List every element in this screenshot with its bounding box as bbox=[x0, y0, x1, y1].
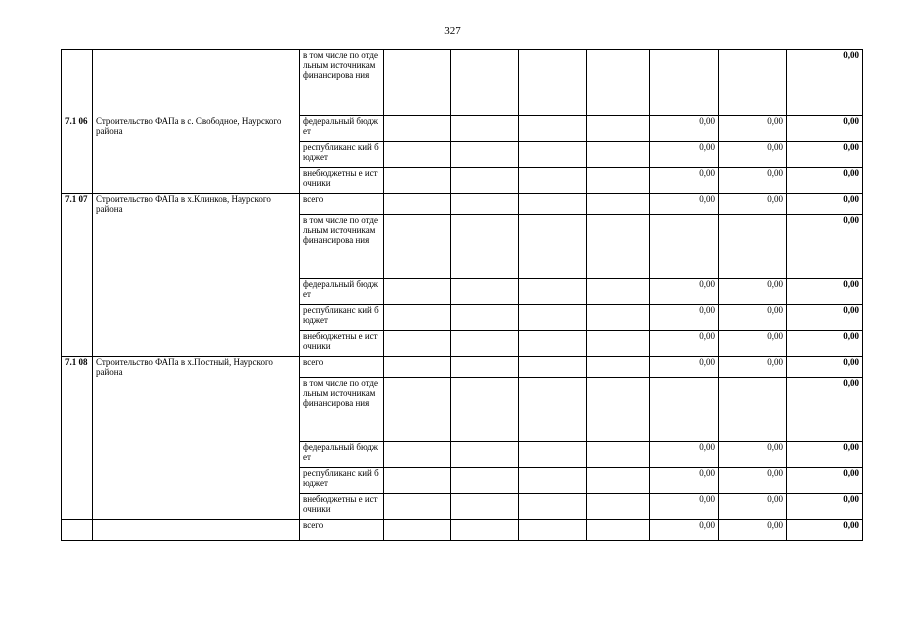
total-value: 0,00 bbox=[787, 357, 863, 378]
value-cell: 0,00 bbox=[719, 194, 787, 215]
value-cell: 0,00 bbox=[650, 194, 719, 215]
total-value: 0,00 bbox=[787, 305, 863, 331]
value-cell: 0,00 bbox=[650, 357, 719, 378]
source-label: республиканс кий бюджет bbox=[300, 468, 384, 494]
source-label: внебюджетны е источники bbox=[300, 494, 384, 520]
project-number: 7.1 07 bbox=[62, 194, 93, 357]
project-number: 7.1 08 bbox=[62, 357, 93, 520]
value-cell: 0,00 bbox=[719, 442, 787, 468]
value-cell: 0,00 bbox=[650, 142, 719, 168]
total-value: 0,00 bbox=[787, 168, 863, 194]
value-cell: 0,00 bbox=[719, 520, 787, 541]
source-label: республиканс кий бюджет bbox=[300, 142, 384, 168]
value-cell: 0,00 bbox=[650, 442, 719, 468]
project-name: Строительство ФАПа в х.Постный, Наурского района bbox=[93, 357, 300, 520]
value-cell: 0,00 bbox=[650, 116, 719, 142]
table-row bbox=[62, 194, 863, 215]
value-cell: 0,00 bbox=[719, 168, 787, 194]
total-value: 0,00 bbox=[787, 194, 863, 215]
table-row bbox=[62, 357, 863, 378]
page-number: 327 bbox=[444, 25, 461, 37]
project-number: 7.1 06 bbox=[65, 116, 88, 126]
value-cell: 0,00 bbox=[719, 468, 787, 494]
value-cell: 0,00 bbox=[650, 520, 719, 541]
table-row bbox=[62, 520, 863, 541]
total-value: 0,00 bbox=[787, 116, 863, 142]
source-label: республиканс кий бюджет bbox=[300, 305, 384, 331]
value-cell: 0,00 bbox=[650, 331, 719, 357]
total-value: 0,00 bbox=[787, 378, 863, 442]
total-value: 0,00 bbox=[787, 50, 863, 116]
value-cell: 0,00 bbox=[719, 357, 787, 378]
total-value: 0,00 bbox=[787, 331, 863, 357]
source-label: федеральный бюджет bbox=[300, 279, 384, 305]
total-value: 0,00 bbox=[787, 215, 863, 279]
source-label: всего bbox=[300, 357, 384, 378]
value-cell: 0,00 bbox=[650, 305, 719, 331]
source-label: всего bbox=[300, 194, 384, 215]
source-label: федеральный бюджет bbox=[300, 442, 384, 468]
table-row bbox=[62, 50, 863, 116]
source-label: внебюджетны е источники bbox=[300, 168, 384, 194]
value-cell: 0,00 bbox=[719, 305, 787, 331]
value-cell: 0,00 bbox=[719, 494, 787, 520]
value-cell: 0,00 bbox=[650, 168, 719, 194]
value-cell: 0,00 bbox=[650, 279, 719, 305]
value-cell: 0,00 bbox=[719, 116, 787, 142]
total-value: 0,00 bbox=[787, 442, 863, 468]
budget-table bbox=[61, 49, 863, 541]
total-value: 0,00 bbox=[787, 468, 863, 494]
value-cell: 0,00 bbox=[650, 468, 719, 494]
source-label: федеральный бюджет bbox=[300, 116, 384, 142]
source-label: всего bbox=[300, 520, 384, 541]
source-label: в том числе по отдельным источникам финансирова ния bbox=[300, 378, 384, 442]
project-name: Строительство ФАПа в х.Клинков, Наурского района bbox=[93, 194, 300, 357]
source-label: в том числе по отдельным источникам финансирова ния bbox=[300, 50, 384, 116]
total-value: 0,00 bbox=[787, 520, 863, 541]
source-label: в том числе по отдельным источникам финансирова ния bbox=[300, 215, 384, 279]
value-cell: 0,00 bbox=[719, 279, 787, 305]
total-value: 0,00 bbox=[787, 494, 863, 520]
total-value: 0,00 bbox=[787, 142, 863, 168]
project-name: Строительство ФАПа в с. Свободное, Наурского района bbox=[96, 116, 282, 137]
source-label: внебюджетны е источники bbox=[300, 331, 384, 357]
total-value: 0,00 bbox=[787, 279, 863, 305]
value-cell: 0,00 bbox=[650, 494, 719, 520]
value-cell: 0,00 bbox=[719, 331, 787, 357]
value-cell: 0,00 bbox=[719, 142, 787, 168]
